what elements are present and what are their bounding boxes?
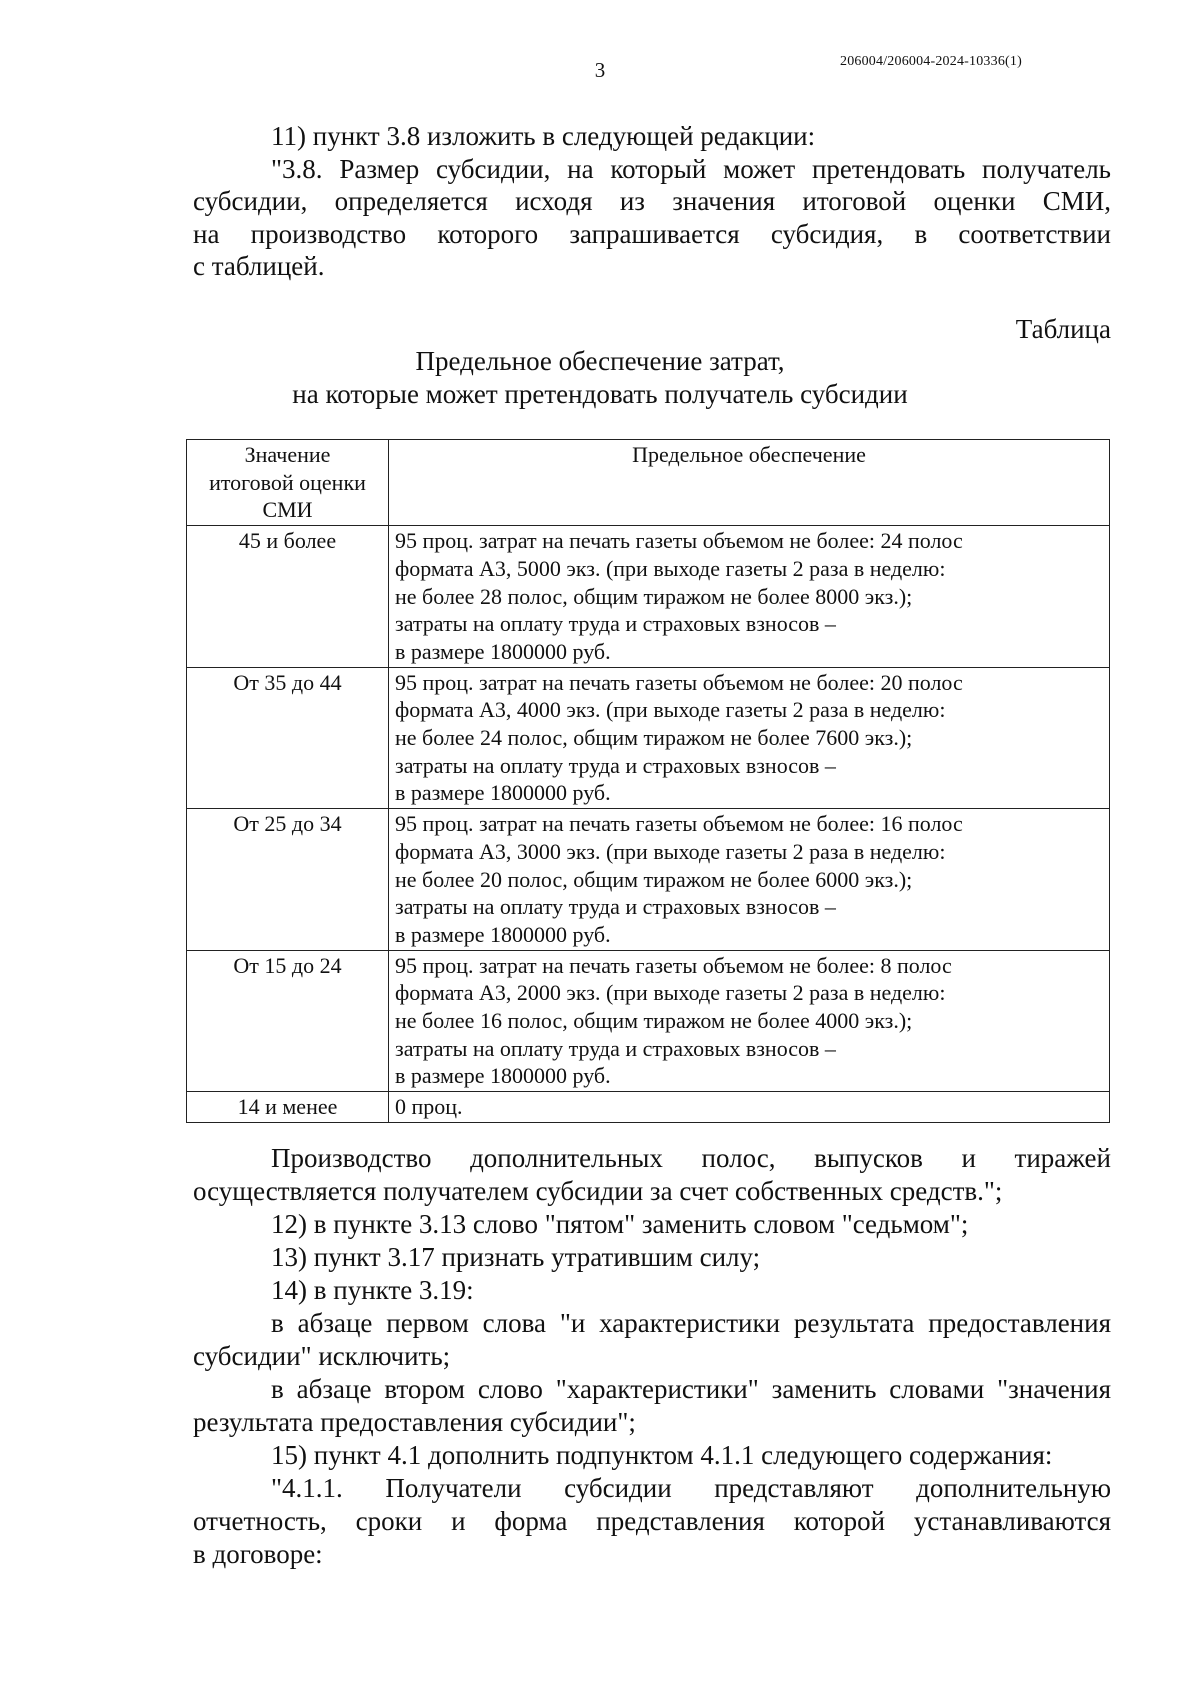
score-cell: От 15 до 24 [187,950,389,1092]
item-11: 11) пункт 3.8 изложить в следующей редакции: [271,121,816,151]
limit-line: формата А3, 4000 экз. (при выходе газеты 2 раза в неделю: [395,697,946,723]
score-cell: 14 и менее [187,1092,389,1123]
after-table-section [193,1142,1111,1571]
header-limit-cell: Предельное обеспечение [389,440,1110,526]
table-row [187,1092,1110,1123]
document-id: 206004/206004-2024-10336(1) [840,54,1022,69]
limit-line: формата А3, 2000 экз. (при выходе газеты 2 раза в неделю: [395,980,946,1006]
limit-line: формата А3, 5000 экз. (при выходе газеты 2 раза в неделю: [395,555,946,581]
table-label: Таблица [1015,314,1111,344]
table-title-line-1: Предельное обеспечение затрат, [415,346,785,376]
header-score-line: Значение [244,442,331,467]
table-row [187,809,1110,951]
limit-cell [389,809,1110,951]
clause-4-1-1-line-2: отчетность, сроки и форма представления которой устанавливаются [193,1506,1111,1536]
item-12: 12) в пункте 3.13 слово "пятом" заменить словом "седьмом"; [271,1209,969,1239]
table-header-row [187,440,1110,526]
limit-line: в размере 1800000 руб. [395,780,611,806]
table-row [187,950,1110,1092]
limit-line: не более 16 полос, общим тиражом не более 4000 экз.); [395,1008,913,1034]
limit-line: затраты на оплату труда и страховых взносов – [395,611,836,637]
table-title-line-2: на которые может претендовать получатель субсидии [292,379,908,409]
paragraph-first-line-2: субсидии" исключить; [193,1341,451,1371]
limit-line: 0 проц. [395,1094,463,1120]
table-row [187,667,1110,809]
limit-cell [389,950,1110,1092]
paragraph-second-line-1: в абзаце втором слово "характеристики" заменить словами "значения [271,1374,1111,1404]
limit-line: в размере 1800000 руб. [395,638,611,664]
clause-3-8-line-2: субсидии, определяется исходя из значения итоговой оценки СМИ, [193,186,1111,216]
limit-cell [389,526,1110,668]
header-score-cell [187,440,389,526]
clause-3-8-line-1: "3.8. Размер субсидии, на который может претендовать получатель [271,153,1111,184]
limit-cell [389,667,1110,809]
production-line-2: осуществляется получателем субсидии за счет собственных средств."; [193,1176,1003,1206]
score-cell: От 35 до 44 [187,667,389,809]
clause-3-8-line-3: на производство которого запрашивается субсидия, в соответствии [193,218,1111,249]
item-13: 13) пункт 3.17 признать утратившим силу; [271,1242,761,1272]
limit-line: не более 28 полос, общим тиражом не более 8000 экз.); [395,583,913,609]
limit-line: в размере 1800000 руб. [395,921,611,947]
limit-line: не более 20 полос, общим тиражом не более 6000 экз.); [395,866,913,892]
paragraph-second-line-2: результата предоставления субсидии"; [193,1407,636,1437]
table-row [187,526,1110,668]
score-cell: От 25 до 34 [187,809,389,951]
limit-line: затраты на оплату труда и страховых взносов – [395,894,836,920]
limits-table [186,439,1110,1123]
limit-line: в размере 1800000 руб. [395,1063,611,1089]
clause-3-8-line-4: с таблицей. [193,251,325,281]
production-line-1: Производство дополнительных полос, выпусков и тиражей [271,1143,1111,1173]
item-15: 15) пункт 4.1 дополнить подпунктом 4.1.1 следующего содержания: [271,1440,1053,1470]
limit-line: 95 проц. затрат на печать газеты объемом не более: 20 полос [395,669,963,695]
paragraph-first-line-1: в абзаце первом слова "и характеристики результата предоставления [271,1308,1111,1338]
clause-4-1-1-line-3: в договоре: [193,1539,323,1569]
limit-line: 95 проц. затрат на печать газеты объемом не более: 24 полос [395,528,963,554]
limit-cell [389,1092,1110,1123]
limit-line: затраты на оплату труда и страховых взносов – [395,752,836,778]
intro-section [193,120,1111,283]
limit-line: формата А3, 3000 экз. (при выходе газеты 2 раза в неделю: [395,838,946,864]
limit-line: 95 проц. затрат на печать газеты объемом не более: 8 полос [395,952,952,978]
score-cell: 45 и более [187,526,389,668]
header-score-line: СМИ [262,497,313,523]
page-number: 3 [594,58,606,82]
item-14: 14) в пункте 3.19: [271,1275,474,1305]
limit-line: затраты на оплату труда и страховых взносов – [395,1035,836,1061]
header-score-line: итоговой оценки [209,469,366,495]
clause-4-1-1-line-1: "4.1.1. Получатели субсидии представляют дополнительную [271,1473,1111,1503]
limit-line: 95 проц. затрат на печать газеты объемом не более: 16 полос [395,811,963,837]
table-title [0,345,1200,411]
limit-line: не более 24 полос, общим тиражом не более 7600 экз.); [395,725,913,751]
